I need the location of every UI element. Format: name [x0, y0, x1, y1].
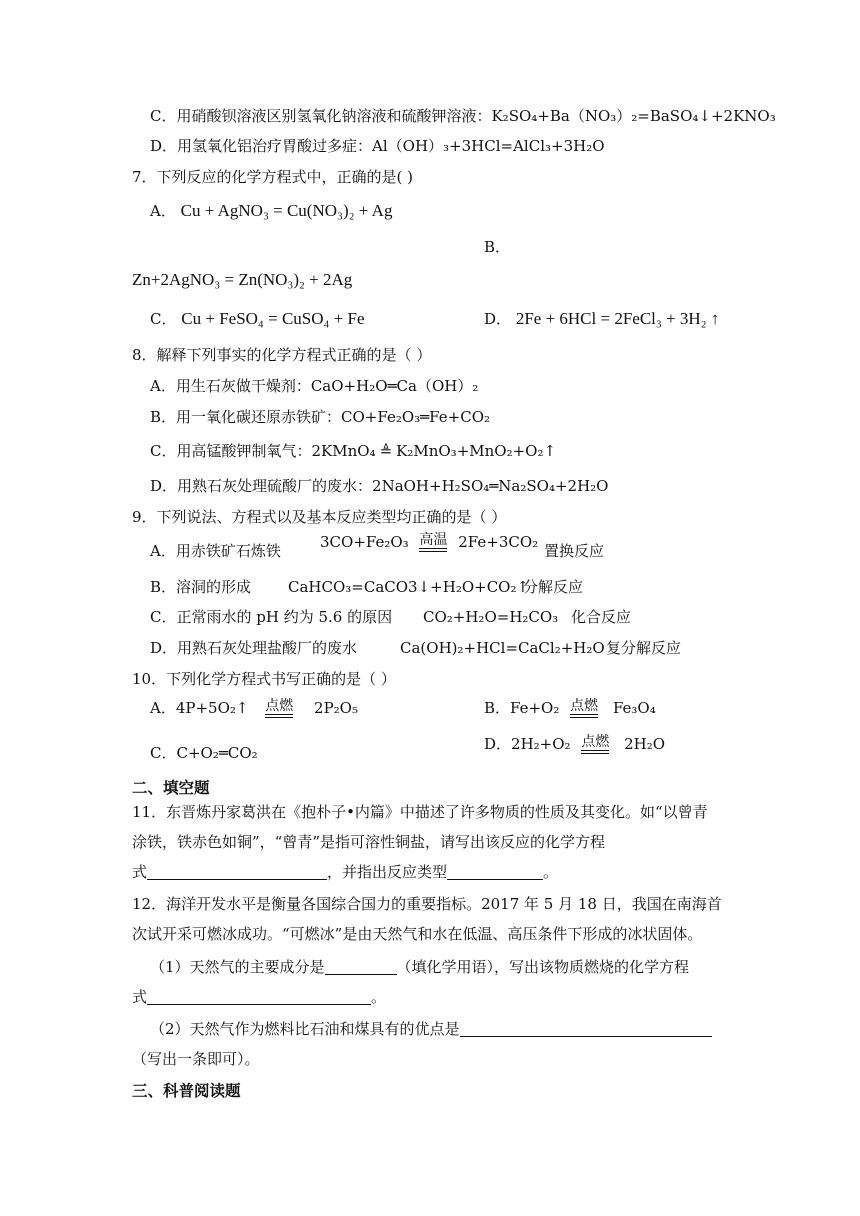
- equals-bar: [265, 714, 293, 718]
- equals-bar: [419, 548, 447, 552]
- q9-option-b-equation: CaHCO₃=CaCO3↓+H₂O+CO₂↑: [288, 578, 530, 596]
- q9-option-a-desc: A．用赤铁矿石炼铁: [150, 542, 281, 560]
- q12-part-2: [150, 1019, 712, 1039]
- equation-products: K₂MnO₃+MnO₂+O₂↑: [396, 442, 557, 460]
- text: （填化学用语），写出该物质燃烧的化学方程: [396, 958, 690, 976]
- equation-reactants: 3CO+Fe₂O₃: [320, 533, 409, 551]
- option-label: D．: [484, 310, 512, 328]
- q12-line-2: 次试开采可燃冰成功。“可燃冰”是由天然气和水在低温、高压条件下形成的冰状固体。: [132, 925, 703, 943]
- q6-option-c: C．用硝酸钡溶液区别氢氧化钠溶液和硫酸钾溶液：K₂SO₄+Ba（NO₃）₂=BaSO₄↓+2KNO₃: [150, 107, 776, 125]
- q7-option-b-equation: Zn+2AgNO₃ = Zn(NO₃)₂ + 2Ag: [132, 270, 353, 289]
- text: ，并指出反应类型: [327, 863, 448, 881]
- equation-products: 2P₂O₅: [314, 699, 358, 717]
- q7-option-a: [150, 201, 392, 221]
- condition-text: 高温: [419, 532, 448, 548]
- q8-option-d: D．用熟石灰处理硫酸厂的废水：2NaOH+H₂SO₄═Na₂SO₄+2H₂O: [150, 477, 609, 495]
- q10-option-d: [484, 734, 665, 764]
- equation-reactants: A．4P+5O₂↑: [150, 699, 249, 717]
- section-2-heading: 二、填空题: [132, 779, 210, 797]
- equals-bar: [581, 750, 609, 754]
- q10-option-c: C．C+O₂═CO₂: [150, 744, 258, 762]
- q9-option-c-equation: CO₂+H₂O=H₂CO₃: [423, 608, 559, 626]
- section-3-heading: 三、科普阅读题: [132, 1082, 241, 1100]
- reaction-condition: [417, 533, 449, 552]
- q8-option-a: A．用生石灰做干燥剂：CaO+H₂O═Ca（OH）₂: [150, 377, 479, 395]
- answer-blank-combustion-equation[interactable]: [147, 988, 371, 1005]
- equation: Cu + FeSO₄ = CuSO₄ + Fe: [181, 309, 365, 328]
- equation-products: 2H₂O: [624, 735, 666, 753]
- text: 。: [543, 863, 559, 881]
- q12-part-1-cont: [132, 987, 386, 1007]
- option-label: C．: [150, 310, 177, 328]
- q7-option-d: [484, 309, 719, 329]
- answer-blank-equation[interactable]: [147, 863, 327, 880]
- q9-option-c-desc: C．正常雨水的 pH 约为 5.6 的原因: [150, 608, 393, 626]
- reaction-condition: [263, 699, 295, 718]
- q12-part-1: [150, 957, 689, 977]
- q11-line-3: [132, 862, 558, 882]
- reaction-condition: [579, 735, 611, 754]
- text: （2）天然气作为燃料比石油和煤具有的优点是: [150, 1020, 460, 1038]
- answer-blank-main-component[interactable]: [325, 958, 397, 975]
- equation-reactants: B．Fe+O₂: [484, 699, 560, 717]
- q10-option-a: [150, 698, 358, 728]
- equation: 2Fe + 6HCl = 2FeCl₃ + 3H₂ ↑: [515, 309, 720, 328]
- text: （1）天然气的主要成分是: [150, 958, 325, 976]
- text: 式: [132, 863, 148, 881]
- q6-option-d: D．用氢氧化铝治疗胃酸过多症：Al（OH）₃+3HCl=AlCl₃+3H₂O: [150, 137, 605, 155]
- option-label: A．: [150, 202, 176, 220]
- q9-option-b-desc: B．溶洞的形成: [150, 578, 252, 596]
- equation-products: 2Fe+3CO₂: [458, 533, 539, 551]
- q9-option-d-equation: Ca(OH)₂+HCl=CaCl₂+H₂O: [400, 639, 605, 657]
- q9-option-b-type: 分解反应: [523, 578, 584, 596]
- text: 。: [371, 988, 387, 1006]
- q9-option-a-equation: [320, 532, 538, 562]
- q8-option-c: [150, 441, 556, 461]
- q7-option-c: [150, 309, 365, 329]
- q7-stem: 7．下列反应的化学方程式中，正确的是( ): [132, 168, 414, 186]
- q7-option-b-label: B．: [484, 238, 511, 256]
- q12-part-2-cont: （写出一条即可）。: [132, 1050, 260, 1068]
- q9-option-a-type: 置换反应: [544, 542, 605, 560]
- answer-blank-reaction-type[interactable]: [447, 863, 543, 880]
- q9-option-d-desc: D．用熟石灰处理盐酸厂的废水: [150, 639, 358, 657]
- q8-stem: 8．解释下列事实的化学方程式正确的是（ ）: [132, 346, 432, 364]
- equals-bar: [570, 714, 598, 718]
- equation-reactants: D．2H₂+O₂: [484, 735, 571, 753]
- q11-line-1: 11．东晋炼丹家葛洪在《抱朴子•内篇》中描述了许多物质的性质及其变化。如“以曾青: [132, 803, 708, 821]
- q9-stem: 9．下列说法、方程式以及基本反应类型均正确的是（ ）: [132, 508, 507, 526]
- reaction-condition: [568, 699, 600, 718]
- q9-option-d-type: 复分解反应: [606, 639, 682, 657]
- condition-text: 点燃: [581, 734, 610, 750]
- condition-text: 点燃: [570, 698, 599, 714]
- q10-stem: 10．下列化学方程式书写正确的是（ ）: [132, 670, 396, 688]
- q12-line-1: 12．海洋开发水平是衡量各国综合国力的重要指标。2017 年 5 月 18 日，我国在南海首: [132, 895, 722, 913]
- q11-line-2: 涂铁，铁赤色如铜”，“曾青”是指可溶性铜盐，请写出该反应的化学方程: [132, 833, 606, 851]
- q9-option-c-type: 化合反应: [571, 608, 632, 626]
- text: 式: [132, 988, 148, 1006]
- q8-option-b: B．用一氧化碳还原赤铁矿：CO+Fe₂O₃═Fe+CO₂: [150, 408, 491, 426]
- q10-option-b: [484, 698, 656, 728]
- heat-condition-sign: ≜: [379, 442, 393, 460]
- condition-text: 点燃: [265, 698, 294, 714]
- equation: Cu + AgNO₃ = Cu(NO₃)₂ + Ag: [180, 201, 393, 220]
- answer-blank-advantage[interactable]: [460, 1020, 712, 1037]
- equation-products: Fe₃O₄: [612, 699, 656, 717]
- equation-reactants: C．用高锰酸钾制氧气：2KMnO₄: [150, 442, 376, 460]
